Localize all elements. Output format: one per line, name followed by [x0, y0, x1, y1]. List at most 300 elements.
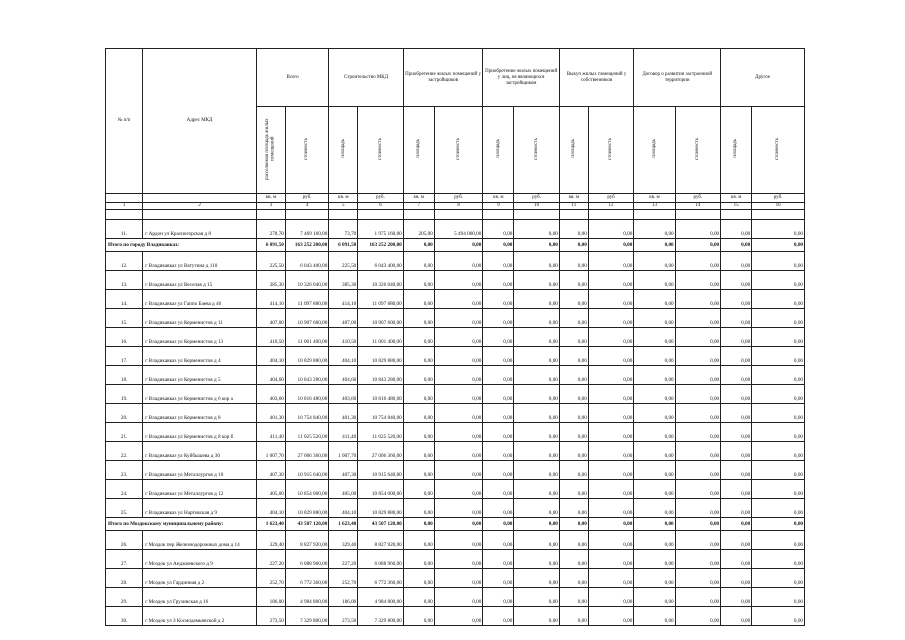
value-cell: 11 001 400,00: [285, 328, 328, 347]
value-cell: 0,00: [559, 328, 588, 347]
header-sub-label: стоимость: [533, 137, 539, 160]
value-cell: 1 007,70: [329, 442, 358, 461]
value-cell: 0,00: [514, 607, 560, 626]
value-cell: 0,00: [634, 442, 675, 461]
unit-cell: руб.: [675, 194, 721, 203]
value-cell: 0,00: [675, 290, 721, 309]
value-cell: 0,00: [403, 347, 434, 366]
value-cell: 0,00: [588, 423, 633, 442]
value-cell: 0,00: [514, 569, 560, 588]
value-cell: 0,00: [634, 309, 675, 328]
value-cell: 0,00: [588, 607, 633, 626]
value-cell: 0,00: [483, 239, 514, 252]
value-cell: 0,00: [752, 347, 805, 366]
value-cell: 0,00: [483, 220, 514, 239]
value-cell: 0,00: [434, 607, 483, 626]
header-sub-label: стоимость: [608, 137, 614, 160]
value-cell: 0,00: [675, 550, 721, 569]
value-cell: 0,00: [721, 366, 752, 385]
value-cell: 10 907 600,00: [358, 309, 404, 328]
value-cell: 0,00: [403, 290, 434, 309]
value-cell: 0,00: [514, 423, 560, 442]
value-cell: 0,00: [634, 480, 675, 499]
address-cell: г Владикавказ ул Керменистов д 5: [143, 366, 257, 385]
header-sub-label: площадь: [651, 139, 657, 158]
value-cell: 0,00: [514, 309, 560, 328]
value-cell: 6 772 360,00: [358, 569, 404, 588]
header-sub-cell: [434, 107, 483, 194]
row-number-cell: 21.: [106, 423, 143, 442]
value-cell: 0,00: [721, 239, 752, 252]
value-cell: 0,00: [752, 607, 805, 626]
value-cell: 403,60: [256, 385, 285, 404]
value-cell: 0,00: [559, 569, 588, 588]
value-cell: 0,00: [559, 423, 588, 442]
row-number-cell: 18.: [106, 366, 143, 385]
table-row: [106, 499, 805, 518]
table-row: [106, 366, 805, 385]
header-sub-label: расселяемая площадь жилых помещений: [265, 117, 276, 180]
header-sub-cell: [483, 107, 514, 194]
address-cell: г Моздок ул Грузинская д 16: [143, 588, 257, 607]
header-sub-cell: [514, 107, 560, 194]
value-cell: 0,00: [403, 569, 434, 588]
value-cell: 5 494 000,00: [434, 220, 483, 239]
row-number-cell: 26.: [106, 531, 143, 550]
value-cell: 0,00: [721, 385, 752, 404]
column-number-cell: 13: [634, 203, 675, 210]
address-cell: г Владикавказ ул Керменистов д 8: [143, 404, 257, 423]
value-cell: 0,00: [559, 588, 588, 607]
value-cell: 0,00: [403, 588, 434, 607]
value-cell: 0,00: [434, 239, 483, 252]
value-cell: 0,00: [434, 480, 483, 499]
value-cell: 0,00: [514, 271, 560, 290]
address-cell: г Ардон ул Красногорская д 8: [143, 220, 257, 239]
address-cell: г Владикавказ ул Нартовская д 9: [143, 499, 257, 518]
value-cell: 0,00: [588, 588, 633, 607]
value-cell: 0,00: [721, 480, 752, 499]
value-cell: 0,00: [721, 588, 752, 607]
address-cell: г Моздок пер Железнодорожных дома д 14: [143, 531, 257, 550]
value-cell: 0,00: [752, 569, 805, 588]
value-cell: 225,50: [256, 252, 285, 271]
value-cell: 0,00: [634, 404, 675, 423]
value-cell: 0,00: [514, 239, 560, 252]
value-cell: 273,50: [256, 607, 285, 626]
value-cell: 73,70: [329, 220, 358, 239]
address-cell: г Моздок ул Анджиевского д 9: [143, 550, 257, 569]
value-cell: 205,00: [403, 220, 434, 239]
value-cell: 0,00: [675, 569, 721, 588]
value-cell: 0,00: [483, 328, 514, 347]
value-cell: 0,00: [434, 347, 483, 366]
value-cell: 407,00: [329, 309, 358, 328]
unit-cell: кв. м: [559, 194, 588, 203]
value-cell: 0,00: [588, 461, 633, 480]
value-cell: 0,00: [434, 290, 483, 309]
row-number-cell: 24.: [106, 480, 143, 499]
row-number-cell: 17.: [106, 347, 143, 366]
value-cell: 414,10: [256, 290, 285, 309]
document-sheet: [105, 48, 805, 626]
value-cell: 0,00: [588, 309, 633, 328]
table-row: [106, 531, 805, 550]
column-number-cell: 5: [329, 203, 358, 210]
value-cell: 0,00: [403, 385, 434, 404]
value-cell: 0,00: [434, 461, 483, 480]
value-cell: 7 469 160,00: [285, 220, 328, 239]
value-cell: 0,00: [514, 347, 560, 366]
value-cell: 10 843 280,00: [285, 366, 328, 385]
address-cell: г Владикавказ ул Керменистов д 6 кор а: [143, 385, 257, 404]
value-cell: 0,00: [434, 569, 483, 588]
value-cell: 6 043 400,00: [285, 252, 328, 271]
unit-cell: руб.: [752, 194, 805, 203]
value-cell: 0,00: [434, 271, 483, 290]
row-number-cell: 27.: [106, 550, 143, 569]
table-row: [106, 290, 805, 309]
value-cell: 0,00: [434, 404, 483, 423]
units-row: [106, 194, 805, 203]
value-cell: 7 329 800,00: [285, 607, 328, 626]
value-cell: 0,00: [752, 588, 805, 607]
value-cell: 10 326 040,00: [358, 271, 404, 290]
header-sub-label: стоимость: [377, 137, 383, 160]
value-cell: 0,00: [634, 239, 675, 252]
value-cell: 0,00: [634, 290, 675, 309]
subtotal-label: Итого по Моздокскому муниципальному району:: [106, 518, 257, 531]
address-cell: г Владикавказ ул Металлургов д 12: [143, 480, 257, 499]
unit-cell: кв. м: [483, 194, 514, 203]
value-cell: 0,00: [675, 423, 721, 442]
value-cell: 11 097 880,00: [285, 290, 328, 309]
value-cell: 0,00: [634, 531, 675, 550]
value-cell: 27 006 360,00: [285, 442, 328, 461]
value-cell: 329,40: [329, 531, 358, 550]
value-cell: 0,00: [588, 347, 633, 366]
value-cell: 0,00: [588, 531, 633, 550]
value-cell: 0,00: [403, 328, 434, 347]
header-sub-cell: [675, 107, 721, 194]
header-sub-label: стоимость: [695, 137, 701, 160]
value-cell: 0,00: [434, 499, 483, 518]
value-cell: 0,00: [588, 499, 633, 518]
value-cell: 163 252 200,00: [285, 239, 328, 252]
value-cell: 0,00: [752, 290, 805, 309]
header-sub-label: площадь: [733, 139, 739, 158]
value-cell: 0,00: [483, 588, 514, 607]
table-row: [106, 480, 805, 499]
value-cell: 43 507 120,00: [285, 518, 328, 531]
value-cell: 0,00: [514, 252, 560, 271]
header-sub-cell: [403, 107, 434, 194]
header-sub-label: стоимость: [775, 137, 781, 160]
row-number-cell: 29.: [106, 588, 143, 607]
value-cell: 0,00: [514, 385, 560, 404]
value-cell: 411,40: [256, 423, 285, 442]
value-cell: 0,00: [588, 550, 633, 569]
column-number-cell: 11: [559, 203, 588, 210]
value-cell: 0,00: [559, 442, 588, 461]
value-cell: 1 623,40: [256, 518, 285, 531]
header-sub-cell: [721, 107, 752, 194]
value-cell: 0,00: [721, 347, 752, 366]
value-cell: 0,00: [559, 347, 588, 366]
value-cell: 410,50: [256, 328, 285, 347]
value-cell: 11 001 400,00: [358, 328, 404, 347]
value-cell: 0,00: [721, 404, 752, 423]
value-cell: 0,00: [752, 499, 805, 518]
unit-cell: кв. м: [721, 194, 752, 203]
value-cell: 404,10: [256, 499, 285, 518]
value-cell: 0,00: [588, 569, 633, 588]
value-cell: 0,00: [588, 385, 633, 404]
value-cell: 0,00: [403, 404, 434, 423]
value-cell: 0,00: [434, 550, 483, 569]
value-cell: 0,00: [675, 442, 721, 461]
value-cell: 0,00: [559, 531, 588, 550]
value-cell: 0,00: [752, 271, 805, 290]
value-cell: 0,00: [752, 550, 805, 569]
header-group-development-agreement: Договор о развитии застроенной территории: [634, 49, 721, 107]
value-cell: 0,00: [514, 404, 560, 423]
value-cell: 0,00: [721, 252, 752, 271]
value-cell: 0,00: [634, 461, 675, 480]
value-cell: 1 623,40: [329, 518, 358, 531]
value-cell: 6 088 960,00: [358, 550, 404, 569]
header-sub-cell: [588, 107, 633, 194]
value-cell: 0,00: [721, 290, 752, 309]
value-cell: 0,00: [434, 385, 483, 404]
value-cell: 0,00: [514, 461, 560, 480]
table-row: [106, 252, 805, 271]
header-sub-cell: [752, 107, 805, 194]
value-cell: 0,00: [634, 588, 675, 607]
header-sub-cell: [634, 107, 675, 194]
column-number-cell: 15: [721, 203, 752, 210]
value-cell: 0,00: [434, 423, 483, 442]
value-cell: 225,50: [329, 252, 358, 271]
value-cell: 0,00: [434, 309, 483, 328]
unit-cell: кв. м: [403, 194, 434, 203]
row-number-cell: 25.: [106, 499, 143, 518]
header-sub-label: площадь: [340, 139, 346, 158]
value-cell: 404,60: [256, 366, 285, 385]
value-cell: 403,60: [329, 385, 358, 404]
value-cell: 186,00: [329, 588, 358, 607]
table-row: [106, 423, 805, 442]
value-cell: 0,00: [675, 607, 721, 626]
value-cell: 0,00: [588, 220, 633, 239]
header-sub-cell: [285, 107, 328, 194]
value-cell: 414,10: [329, 290, 358, 309]
row-number-cell: 14.: [106, 290, 143, 309]
value-cell: 0,00: [403, 531, 434, 550]
unit-cell: руб.: [358, 194, 404, 203]
value-cell: 6 091,50: [329, 239, 358, 252]
table-row: [106, 271, 805, 290]
row-number-cell: 19.: [106, 385, 143, 404]
value-cell: 0,00: [559, 480, 588, 499]
value-cell: 0,00: [752, 461, 805, 480]
value-cell: 0,00: [483, 347, 514, 366]
value-cell: 0,00: [434, 518, 483, 531]
value-cell: 0,00: [514, 531, 560, 550]
column-number-cell: 8: [434, 203, 483, 210]
header-no: № п/п: [106, 49, 143, 194]
value-cell: 0,00: [483, 550, 514, 569]
value-cell: 4 984 800,00: [358, 588, 404, 607]
value-cell: 4 984 800,00: [285, 588, 328, 607]
value-cell: 0,00: [721, 531, 752, 550]
value-cell: 0,00: [559, 366, 588, 385]
value-cell: 0,00: [752, 366, 805, 385]
table-row: [106, 569, 805, 588]
value-cell: 0,00: [675, 480, 721, 499]
value-cell: 10 829 880,00: [285, 347, 328, 366]
table-row: [106, 309, 805, 328]
value-cell: 0,00: [483, 531, 514, 550]
value-cell: 0,00: [483, 480, 514, 499]
value-cell: 10 829 880,00: [358, 499, 404, 518]
value-cell: 10 829 880,00: [285, 499, 328, 518]
value-cell: 0,00: [483, 404, 514, 423]
value-cell: 0,00: [588, 271, 633, 290]
unit-cell: кв. м: [256, 194, 285, 203]
value-cell: 27 006 360,00: [358, 442, 404, 461]
column-number-cell: 14: [675, 203, 721, 210]
value-cell: 1 975 160,00: [358, 220, 404, 239]
value-cell: 6 088 960,00: [285, 550, 328, 569]
header-group-non-developers: Приобретение жилых помещений у лиц, не являющихся застройщиком: [483, 49, 560, 107]
value-cell: 0,00: [403, 480, 434, 499]
value-cell: 6 043 400,00: [358, 252, 404, 271]
value-cell: 0,00: [634, 607, 675, 626]
column-number-cell: 7: [403, 203, 434, 210]
value-cell: 0,00: [634, 252, 675, 271]
address-cell: г Владикавказ ул Керменистов д 4: [143, 347, 257, 366]
value-cell: 0,00: [634, 569, 675, 588]
value-cell: 0,00: [588, 328, 633, 347]
value-cell: 0,00: [752, 480, 805, 499]
value-cell: 227,20: [256, 550, 285, 569]
value-cell: 0,00: [514, 366, 560, 385]
table-row: [106, 461, 805, 480]
address-cell: г Моздок ул Гардинная д 2: [143, 569, 257, 588]
column-number-cell: 9: [483, 203, 514, 210]
address-cell: г Владикавказ ул Керменистов д 11: [143, 309, 257, 328]
value-cell: 10 915 640,00: [358, 461, 404, 480]
value-cell: 0,00: [403, 309, 434, 328]
value-cell: 0,00: [675, 220, 721, 239]
value-cell: 0,00: [675, 347, 721, 366]
value-cell: 0,00: [675, 499, 721, 518]
row-number-cell: 11.: [106, 220, 143, 239]
value-cell: 0,00: [675, 461, 721, 480]
value-cell: 0,00: [434, 531, 483, 550]
row-number-cell: 28.: [106, 569, 143, 588]
value-cell: 0,00: [634, 271, 675, 290]
value-cell: 0,00: [634, 423, 675, 442]
header-sub-label: площадь: [416, 139, 421, 158]
resettlement-table: [105, 48, 805, 626]
value-cell: 0,00: [514, 290, 560, 309]
value-cell: 0,00: [403, 423, 434, 442]
value-cell: 0,00: [483, 569, 514, 588]
value-cell: 6 772 360,00: [285, 569, 328, 588]
unit-cell: руб.: [434, 194, 483, 203]
unit-cell: кв. м: [329, 194, 358, 203]
unit-cell: руб.: [285, 194, 328, 203]
value-cell: 227,20: [329, 550, 358, 569]
value-cell: 0,00: [403, 550, 434, 569]
value-cell: 0,00: [752, 385, 805, 404]
value-cell: 0,00: [483, 607, 514, 626]
value-cell: 0,00: [559, 309, 588, 328]
table-row: [106, 220, 805, 239]
value-cell: 7 329 800,00: [358, 607, 404, 626]
value-cell: 0,00: [514, 480, 560, 499]
value-cell: 0,00: [403, 442, 434, 461]
value-cell: 0,00: [675, 385, 721, 404]
value-cell: 1 007,70: [256, 442, 285, 461]
value-cell: 0,00: [675, 366, 721, 385]
value-cell: 43 507 120,00: [358, 518, 404, 531]
value-cell: 0,00: [634, 328, 675, 347]
value-cell: 0,00: [721, 309, 752, 328]
value-cell: 0,00: [403, 366, 434, 385]
value-cell: 404,10: [329, 499, 358, 518]
column-number-cell: 10: [514, 203, 560, 210]
value-cell: 0,00: [721, 423, 752, 442]
value-cell: 0,00: [675, 404, 721, 423]
value-cell: 10 816 480,00: [285, 385, 328, 404]
header-sub-cell: [559, 107, 588, 194]
value-cell: 0,00: [403, 461, 434, 480]
value-cell: 10 754 840,00: [285, 404, 328, 423]
address-cell: г Владикавказ ул Ватутина д 110: [143, 252, 257, 271]
value-cell: 0,00: [675, 518, 721, 531]
value-cell: 186,00: [256, 588, 285, 607]
value-cell: 0,00: [559, 404, 588, 423]
header-sub-label: стоимость: [455, 137, 461, 160]
value-cell: 407,00: [256, 309, 285, 328]
value-cell: 0,00: [403, 607, 434, 626]
unit-cell: [143, 194, 257, 203]
value-cell: 0,00: [559, 271, 588, 290]
value-cell: 252,70: [329, 569, 358, 588]
value-cell: 407,30: [329, 461, 358, 480]
value-cell: 0,00: [634, 366, 675, 385]
subtotal-row: [106, 239, 805, 252]
table-row: [106, 328, 805, 347]
value-cell: 0,00: [434, 588, 483, 607]
table-body: [106, 220, 805, 626]
address-cell: г Владикавказ ул Куйбышева д 30: [143, 442, 257, 461]
value-cell: 0,00: [752, 442, 805, 461]
value-cell: 0,00: [588, 404, 633, 423]
value-cell: 0,00: [514, 442, 560, 461]
value-cell: 0,00: [403, 252, 434, 271]
value-cell: 0,00: [559, 252, 588, 271]
value-cell: 0,00: [483, 366, 514, 385]
value-cell: 0,00: [434, 442, 483, 461]
value-cell: 0,00: [559, 220, 588, 239]
row-number-cell: 12.: [106, 252, 143, 271]
value-cell: 0,00: [514, 518, 560, 531]
value-cell: 0,00: [752, 220, 805, 239]
